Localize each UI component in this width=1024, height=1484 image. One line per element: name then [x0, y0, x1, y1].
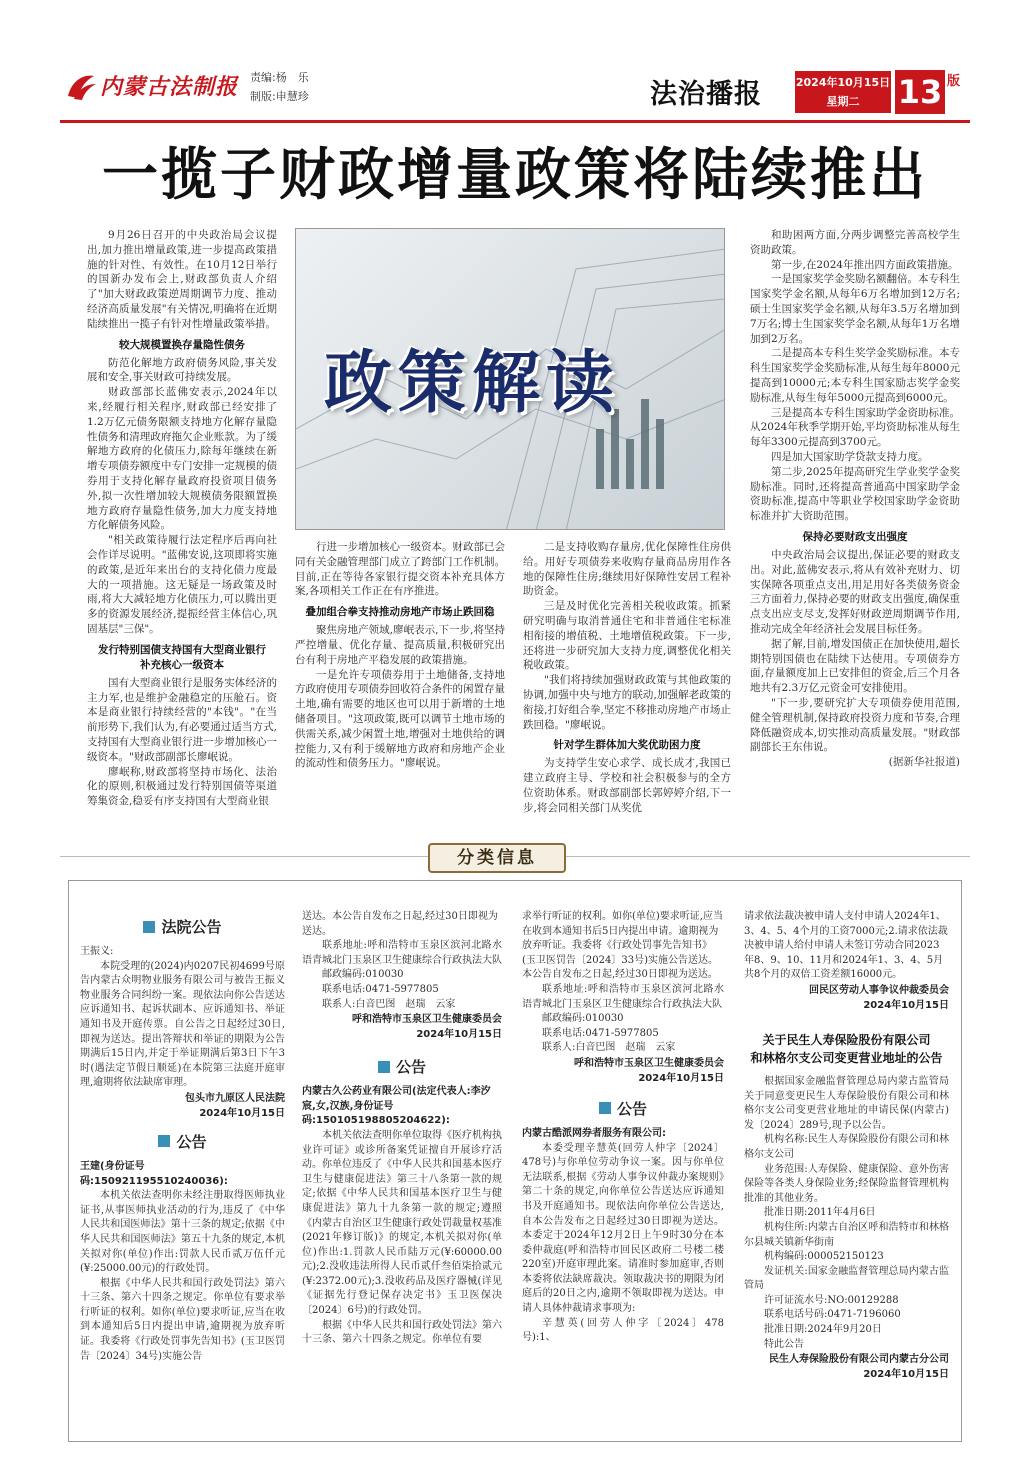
classifieds-banner: [428, 843, 566, 873]
article-paragraph: 国有大型商业银行是服务实体经济的主力军,也是维护金融稳定的压舱石。资本是商业银行持续经营的"本钱"。"在当前形势下,我们认为,有必要通过适当方式,支持国有大型商业银行进一步增加核心一级资本。"财政部副部长廖岷说。: [87, 676, 277, 763]
producer-credit: 制版:申慧珍: [250, 90, 309, 103]
classified-col-b: [302, 910, 502, 1348]
article-paragraph: 财政部部长蓝佛安表示,2024年以来,经履行相关程序,财政部已经安排了1.2万亿元债务限额支持地方化解存量隐性债务和清理政府拖欠企业账款。为了缓解地方政府的化债压力,除每年继续在新增专项债券额度中专门安排一定规模的债券用于支持化解存量政府投资项目债务外,拟一次性增加较大规模债务限额置换地方政府存量隐性债务,加大力度支持地方化解债务风险。: [87, 386, 277, 532]
insurance-item: 批准日期:2011年4月6日: [764, 1207, 876, 1219]
article-source: (据新华社报道): [888, 756, 960, 769]
insurance-title-2: 和林格尔支公司变更营业地址的公告: [750, 1050, 943, 1065]
newspaper-logo: [60, 68, 250, 108]
court-notice-heading: 法院公告: [80, 916, 285, 937]
subhead-debt: 较大规模置换存量隐性债务: [119, 338, 245, 351]
logo-text: 内蒙古法制报: [100, 74, 239, 100]
notice3-continued: 请求依法裁决被申请人支付申请人2024年1、3、4、5、4个月的工资7000元;2.请求依法裁决被申请人给付申请人未签订劳动合同2023年8、9、10、11月和2024年1、3、4、5月共8个月的双倍工资差额16000元。: [744, 911, 948, 981]
article-paragraph: 据了解,目前,增发国债正在加快使用,超长期特别国债也在陆续下达使用。专项债券方面,存量额度加上已安排但的资金,后三个月各地共有2.3万亿元资金可安排使用。: [750, 637, 960, 695]
notice2-party: 内蒙古久公药业有限公司(法定代表人:李汐宸,女,汉族,身份证号码:150105198805204622):: [302, 1086, 491, 1127]
issue-date: 2024年10月15日: [795, 76, 891, 89]
masthead-rule: [60, 120, 970, 123]
notice3-body-1: 本委受理辛慧英(回劳人仲字〔2024〕478号)与你单位劳动争议一案。因与你单位无法联系,根据《劳动人事争议仲裁办案规则》第二十条的规定,向你单位公告送达应诉通知书及开庭通知书。现依法向你单位公告送达,自本公告发布之日起经过30日即视为送达。本委定于2024年12月2日上午9时30分在本委仲裁庭(呼和浩特市回民区政府二号楼二楼220室)开庭审理此案。请准时参加庭审,否则本委将依法缺席裁决。领取裁决书的期限为闭庭后的20日之内,逾期不领取即视为送达。申请人具体仲裁请求事项为:: [522, 1142, 724, 1315]
contact1-org: 呼和浩特市玉泉区卫生健康委员会: [352, 1014, 502, 1026]
notice1-body-1: 本机关依法查明你未经注册取得医师执业证书,从事医师执业活动的行为,违反了《中华人民共和国医师法》第十三条的规定;依据《中华人民共和国医师法》第五十九条的规定,本机关拟对你(单位)作出:罚款人民币贰万伍仟元(¥:25000.00元)的行政处罚。: [80, 1190, 285, 1275]
notice3-org: 回民区劳动人事争议仲裁委员会: [809, 984, 949, 996]
classified-col-d: [744, 910, 949, 1382]
article-paragraph: 廖岷称,财政部将坚持市场化、法治化的原则,积极通过发行特别国债等渠道筹集资金,稳妥有序支持国有大型商业银: [87, 765, 277, 808]
contact2-org: 呼和浩特市玉泉区卫生健康委员会: [574, 1057, 724, 1069]
article-paragraph: 第二步,2025年提高研究生学业奖学金奖励标准。同时,还将提高普通高中国家助学金资助标准,提高中等职业学校国家助学金资助标准并扩大资助范围。: [750, 465, 960, 523]
logo-emblem-icon: [64, 72, 98, 102]
article-paragraph: 聚焦房地产领域,廖岷表示,下一步,将坚持严控增量、优化存量、提高质量,积极研究出台有利于房地产平稳发展的政策措施。: [295, 624, 505, 666]
classifieds-title: 分类信息: [457, 848, 537, 868]
image-caption-text: 政策解读: [324, 344, 621, 423]
notice1-party: 王建(身份证号码:150921195510240036):: [80, 1160, 228, 1187]
notice3-date: 2024年10月15日: [863, 999, 949, 1011]
insurance-item: 机构编码:000052150123: [764, 1251, 884, 1263]
subhead-bonds-1: 发行特别国债支持国有大型商业银行: [98, 643, 266, 656]
article-paragraph: 四是加大国家助学贷款支持力度。: [771, 450, 929, 463]
insurance-item: 发证机关:国家金融监督管理总局内蒙古监管局: [744, 1265, 949, 1292]
section-marker-icon: [378, 1061, 390, 1073]
insurance-item: 联系电话号码:0471-7196060: [764, 1309, 901, 1321]
editor-credit: 责编:杨 乐: [250, 71, 309, 84]
court-date: 2024年10月15日: [199, 1107, 285, 1119]
court-org: 包头市九原区人民法院: [185, 1092, 285, 1104]
article-paragraph: 和助困两方面,分两步调整完善高校学生资助政策。: [750, 229, 960, 256]
insurance-org: 民生人寿保险股份有限公司内蒙古分公司: [769, 1354, 949, 1366]
headline: 一揽子财政增量政策将陆续推出: [102, 142, 928, 208]
classified-col-a: [80, 910, 285, 1364]
contact2-date: 2024年10月15日: [638, 1072, 724, 1084]
section-marker-icon: [599, 1102, 611, 1114]
notice2-continued: 求举行听证的权利。如你(单位)要求听证,应当在收到本通知书后5日内提出申请。逾期视为放弃听证。我委将《行政处罚事先告知书》(玉卫医罚告〔2024〕33号)实施公告送达。本公告自发布之日起,经过30日即视为送达。: [522, 911, 723, 981]
contact2-address: 联系地址:呼和浩特市玉泉区滨河北路水语青城北门玉泉区卫生健康综合行政执法大队: [522, 983, 724, 1010]
insurance-item: 特此公告: [764, 1338, 804, 1350]
notice2-body-2: 根据《中华人民共和国行政处罚法》第六十三条、第六十四条之规定。你单位有要: [302, 1319, 502, 1346]
subhead-spending: 保持必要财政支出强度: [802, 530, 908, 543]
notice2-body-1: 本机关依法查明你单位取得《医疗机构执业许可证》或诊所备案凭证擅自开展诊疗活动。你单位违反了《中华人民共和国基本医疗卫生与健康促进法》第三十八条第一款的规定;依据《中华人民共和国基本医疗卫生与健康促进法》第九十九条第一款的规定;遵照《内蒙古自治区卫生健康行政处罚裁量权基准(2021年修订版)》的规定,本机关拟对你(单位)作出:1.罚款人民币陆万元(¥:60000.00元);2.没收违法所得人民币贰仟叁佰柒拾贰元(¥:2372.00元);3.没收药品及医疗器械(详见《证据先行登记保存决定书》玉卫医保决〔2024〕6号)的行政处罚。: [302, 1129, 502, 1317]
article-paragraph: "相关政策待履行法定程序后再向社会作详尽说明。"蓝佛安说,这项即将实施的政策,是近年来出台的支持化债力度最大的一项措施。这无疑是一场政策及时雨,将大大减轻地方化债压力,可以腾出更多的资源发展经济,提振经营主体信心,巩固基层"三保"。: [87, 534, 277, 635]
notice1-body-2: 根据《中华人民共和国行政处罚法》第六十三条、第六十四条之规定。你单位有要求举行听证的权利。如你(单位)要求听证,应当在收到本通知后5日内提出申请,逾期视为放弃听证。我委将《行政处罚事先告知书》(玉卫医罚告〔2024〕34号)实施公告: [80, 1277, 285, 1362]
contact1-address: 联系地址:呼和浩特市玉泉区滨河北路水语青城北门玉泉区卫生健康综合行政执法大队: [302, 940, 502, 966]
policy-image: [295, 228, 725, 530]
contact1-date: 2024年10月15日: [416, 1029, 502, 1041]
court-defendant: 王振义:: [80, 946, 114, 957]
article-paragraph: 一是国家奖学金奖励名额翻倍。本专科生国家奖学金名额,从每年6万名增加到12万名;硕士生国家奖学金名额,从每年3.5万名增加到7万名;博士生国家奖学金名额,从每年1万名增加到2万名。: [750, 273, 960, 345]
article-paragraph: 防范化解地方政府债务风险,事关发展和安全,事关财政可持续发展。: [87, 356, 277, 384]
article-col-2: [295, 540, 505, 771]
contact2-people: 联系人:白音巴图 赵瑞 云家: [542, 1042, 676, 1054]
article-paragraph: 二是提高本专科生奖学金奖励标准。本专科生国家奖学金奖励标准,从每生每年8000元提高到10000元;本专科生国家励志奖学金奖励标准,从每生每年5000元提高到6000元。: [750, 347, 960, 404]
insurance-item: 机构名称:民生人寿保险股份有限公司和林格尔支公司: [744, 1134, 949, 1160]
subhead-bonds-2: 补充核心一级资本: [140, 658, 224, 671]
issue-weekday: 星期二: [826, 95, 860, 108]
article-paragraph: 第一步,在2024年推出四方面政策措施。: [771, 258, 959, 271]
page-number: 13: [895, 70, 945, 114]
insurance-title-1: 关于民生人寿保险股份有限公司: [762, 1032, 931, 1047]
insurance-item: 许可证流水号:NO:00129288: [764, 1294, 899, 1306]
article-col-1: [87, 228, 277, 809]
insurance-item: 业务范围:人寿保险、健康保险、意外伤害保险等各类人身保险业务;经保险监督管理机构批准的其他业务。: [744, 1163, 949, 1204]
contact1-postcode: 邮政编码:010030: [322, 969, 404, 981]
subhead-students: 针对学生群体加大奖优助困力度: [553, 739, 701, 752]
article-paragraph: 二是支持收购存量房,优化保障性住房供给。用好专项债券来收购存量商品房用作各地的保障性住房;继续用好保障性安居工程补助资金。: [523, 541, 731, 598]
notice1-heading: 公告: [80, 1131, 285, 1152]
insurance-intro: 根据国家金融监督管理总局内蒙古监管局关于同意变更民生人寿保险股份有限公司和林格尔支公司变更营业地址的申请民保(内蒙古)发〔2024〕289号,现予以公告。: [744, 1075, 949, 1131]
notice3-body-2: 辛慧英(回劳人仲字〔2024〕478号):1、: [522, 1317, 724, 1344]
article-paragraph: 三是及时优化完善相关税收政策。抓紧研究明确与取消普通住宅和非普通住宅标准相衔接的增值税、土地增值税政策。下一步,还将进一步研究加大支持力度,调整优化相关税收政策。: [523, 600, 731, 672]
article-paragraph: 为支持学生安心求学、成长成才,我国已建立政府主导、学校和社会积极参与的全方位资助体系。财政部副部长郭婷婷介绍,下一步,将会同相关部门从奖优: [523, 757, 731, 814]
contact2-phone: 联系电话:0471-5977805: [542, 1027, 659, 1039]
classified-col-c: [522, 910, 724, 1346]
section-name: 法治播报: [650, 79, 762, 110]
article-paragraph: 9月26日召开的中央政治局会议提出,加力推出增量政策,进一步提高政策措施的针对性、有效性。在10月12日举行的国新办发布会上,财政部负责人介绍了"加大财政政策逆周期调节力度、推动经济高质量发展"有关情况,明确将在近期陆续推出一揽子有针对性增量政策举措。: [87, 229, 277, 330]
article-paragraph: "下一步,要研究扩大专项债券使用范围,健全管理机制,保持政府投资力度和节奏,合理降低融资成本,切实推动高质量发展。"财政部副部长王东伟说。: [750, 696, 960, 754]
section-marker-icon: [143, 921, 155, 933]
article-paragraph: 三是提高本专科生国家助学金资助标准。从2024年秋季学期开始,平均资助标准从每生每年3300元提高到3700元。: [750, 406, 960, 449]
court-body: 本院受理的(2024)内0207民初4699号原告内蒙古众明物业服务有限公司与被告王振义物业服务合同纠纷一案。现依法向你公告送达应诉通知书、起诉状副本、应诉通知书、举证通知书及开庭传票。自公告之日起经过30日,即视为送达。提出答辩状和举证的期限为公告期满后15日内,并定于举证期满后第3日下午3时(遇法定节假日顺延)在本院第三法庭开庭审理,逾期将依法缺席审理。: [80, 960, 285, 1089]
contact1-people: 联系人:白音巴图 赵瑞 云家: [322, 998, 456, 1010]
article-col-4: [750, 228, 960, 770]
subhead-property: 叠加组合拳支持推动房地产市场止跌回稳: [305, 606, 495, 619]
article-paragraph: 中央政治局会议提出,保证必要的财政支出。对此,蓝佛安表示,将从有效补充财力、切实保障各项重点支出,用足用好各类债务资金三方面着力,保持必要的财政支出强度,确保重点支出应支尽支,发挥好财政逆周期调节作用,推动完成全年经济社会发展目标任务。: [750, 548, 960, 635]
contact1-phone: 联系电话:0471-5977805: [322, 983, 439, 995]
insurance-date: 2024年10月15日: [863, 1369, 949, 1381]
insurance-item: 机构住所:内蒙古自治区呼和浩特市和林格尔县城关镇新华街南: [744, 1221, 949, 1248]
section-marker-icon: [158, 1135, 170, 1147]
article-paragraph: 一是允许专项债券用于土地储备,支持地方政府使用专项债券回收符合条件的闲置存量土地,确有需要的地区也可以用于新增的土地储备项目。"这项政策,既可以调节土地市场的供需关系,减少闲置土地,增强对土地供给的调控能力,又有利于缓解地方政府和房地产企业的流动性和债务压力。"廖岷说。: [295, 668, 505, 770]
masthead: [60, 60, 970, 118]
page-suffix: 版: [947, 74, 961, 89]
article-paragraph: "我们将持续加强财政政策与其他政策的协调,加强中央与地方的联动,加强解老政策的衔接,打好组合拳,坚定不移推动房地产市场止跌回稳。"廖岷说。: [523, 674, 731, 731]
date-box: [795, 71, 891, 113]
notice2-heading: 公告: [302, 1056, 502, 1077]
notice3-heading: 公告: [522, 1098, 724, 1119]
article-col-3: [523, 540, 731, 816]
contact2-postcode: 邮政编码:010030: [542, 1013, 624, 1025]
notice3-party: 内蒙古酷派网券者服务有限公司:: [522, 1127, 666, 1139]
notice1-continued: 送达。本公告自发布之日起,经过30日即视为送达。: [302, 911, 498, 937]
article-paragraph: 行进一步增加核心一级资本。财政部已会同有关金融管理部门成立了跨部门工作机制。目前,正在等待各家银行提交资本补充具体方案,各项相关工作正在有序推进。: [295, 541, 505, 598]
insurance-item: 批准日期:2024年9月20日: [764, 1324, 882, 1336]
